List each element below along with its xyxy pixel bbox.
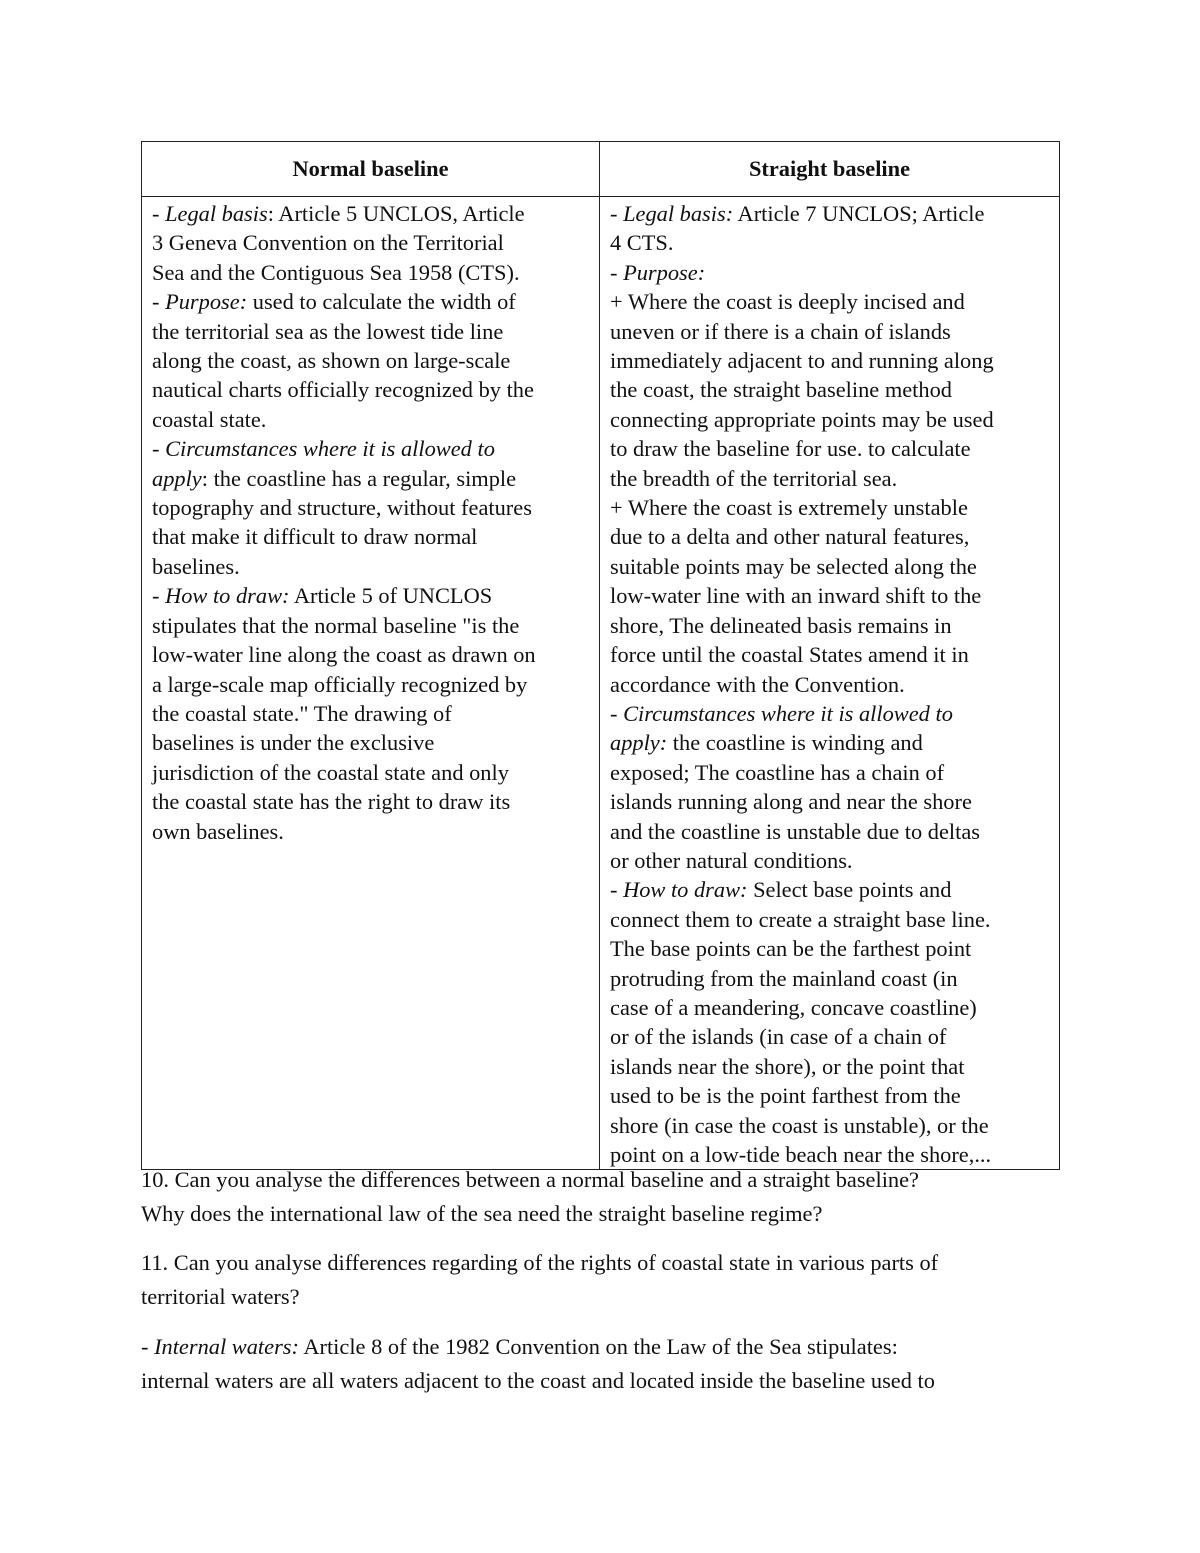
text-run: the coastal state." The drawing of xyxy=(152,700,452,726)
cell-text-line xyxy=(610,1022,1053,1051)
text-run: Article 5 of UNCLOS xyxy=(289,583,493,609)
header-normal-baseline: Normal baseline xyxy=(142,142,600,197)
internal-waters-paragraph xyxy=(141,1330,1071,1398)
cell-text-line xyxy=(610,375,1053,404)
text-run: islands near the shore), or the point that xyxy=(610,1053,965,1079)
text-run: a large-scale map officially recognized by xyxy=(152,671,528,697)
text-run: along the coast, as shown on large-scale xyxy=(152,348,511,374)
text-run: + Where the coast is deeply incised and xyxy=(610,289,965,315)
table-body-row xyxy=(142,197,1060,1170)
text-run: suitable points may be selected along the xyxy=(610,553,977,579)
baseline-comparison-table xyxy=(141,141,1060,1170)
cell-text-line xyxy=(610,493,1053,522)
question-10 xyxy=(141,1163,1071,1231)
cell-text-line xyxy=(610,1111,1053,1140)
text-run: 4 CTS. xyxy=(610,230,674,256)
text-run: jurisdiction of the coastal state and only xyxy=(152,759,509,785)
cell-text-line xyxy=(610,317,1053,346)
text-run: - xyxy=(610,700,624,726)
cell-text-line xyxy=(610,993,1053,1022)
cell-text-line xyxy=(610,1052,1053,1081)
text-run: baselines. xyxy=(152,553,240,579)
cell-text-line xyxy=(610,434,1053,463)
text-run: the territorial sea as the lowest tide line xyxy=(152,318,504,344)
question-11-line-2: territorial waters? xyxy=(141,1284,300,1309)
normal-baseline-cell xyxy=(142,197,600,1170)
cell-text-line xyxy=(610,228,1053,257)
text-run: coastal state. xyxy=(152,406,267,432)
text-run: : Article 5 UNCLOS, Article xyxy=(267,201,525,226)
text-run: case of a meandering, concave coastline) xyxy=(610,994,977,1020)
cell-text-line xyxy=(152,434,593,463)
cell-text-line xyxy=(610,670,1053,699)
text-run: low-water line with an inward shift to the xyxy=(610,583,982,609)
cell-text-line xyxy=(610,346,1053,375)
cell-text-line xyxy=(152,464,593,493)
text-run: 3 Geneva Convention on the Territorial xyxy=(152,230,504,256)
text-run: due to a delta and other natural features, xyxy=(610,524,970,550)
internal-waters-line-2: internal waters are all waters adjacent to the coast and located inside the baseline used to xyxy=(141,1368,935,1393)
text-run: nautical charts officially recognized by the xyxy=(152,377,534,403)
text-run: : the coastline has a regular, simple xyxy=(201,465,517,491)
question-10-line-2: Why does the international law of the sea need the straight baseline regime? xyxy=(141,1201,823,1226)
text-run: uneven or if there is a chain of islands xyxy=(610,318,951,344)
cell-text-line xyxy=(610,611,1053,640)
cell-text-line xyxy=(610,934,1053,963)
cell-text-line xyxy=(152,728,593,757)
cell-text-line xyxy=(152,493,593,522)
cell-text-line xyxy=(610,1081,1053,1110)
italic-run: apply xyxy=(152,465,202,491)
text-run: islands running along and near the shore xyxy=(610,789,972,815)
text-run: baselines is under the exclusive xyxy=(152,730,435,756)
text-run: to draw the baseline for use. to calculate xyxy=(610,436,971,462)
italic-run: Legal basis: xyxy=(623,201,734,226)
text-run: connecting appropriate points may be used xyxy=(610,406,994,432)
text-run: Select base points and xyxy=(747,877,952,903)
straight-baseline-cell xyxy=(600,197,1060,1170)
cell-text-line xyxy=(610,287,1053,316)
text-run: protruding from the mainland coast (in xyxy=(610,965,958,991)
cell-text-line xyxy=(610,464,1053,493)
cell-text-line xyxy=(610,787,1053,816)
text-run: - xyxy=(152,436,166,462)
text-run: used to calculate the width of xyxy=(247,289,516,315)
cell-text-line xyxy=(152,405,593,434)
text-run: - xyxy=(152,583,166,609)
question-11 xyxy=(141,1246,1071,1314)
italic-run: How to draw: xyxy=(623,877,748,903)
italic-run: How to draw: xyxy=(165,583,290,609)
text-run: the coast, the straight baseline method xyxy=(610,377,952,403)
text-run: that make it difficult to draw normal xyxy=(152,524,478,550)
text-run: own baselines. xyxy=(152,818,284,844)
text-run: or other natural conditions. xyxy=(610,847,853,873)
header-straight-baseline: Straight baseline xyxy=(600,142,1060,197)
text-run: force until the coastal States amend it in xyxy=(610,642,969,668)
cell-text-line xyxy=(610,846,1053,875)
cell-text-line xyxy=(152,317,593,346)
cell-text-line xyxy=(610,728,1053,757)
cell-text-line xyxy=(610,964,1053,993)
cell-text-line xyxy=(152,640,593,669)
text-run: immediately adjacent to and running along xyxy=(610,348,994,374)
text-run: Article 7 UNCLOS; Article xyxy=(733,201,985,226)
cell-text-line xyxy=(610,581,1053,610)
italic-run: Circumstances where it is allowed to xyxy=(623,700,953,726)
cell-text-line xyxy=(152,787,593,816)
cell-text-line xyxy=(152,699,593,728)
text-run: used to be is the point farthest from the xyxy=(610,1083,961,1109)
text-run: stipulates that the normal baseline "is the xyxy=(152,612,520,638)
italic-run: Internal waters: xyxy=(154,1334,299,1359)
cell-text-line xyxy=(610,699,1053,728)
text-run: Sea and the Contiguous Sea 1958 (CTS). xyxy=(152,259,520,285)
cell-text-line xyxy=(152,199,593,228)
italic-run: apply: xyxy=(610,730,668,756)
question-11-line-1: 11. Can you analyse differences regarding of the rights of coastal state in various parts of xyxy=(141,1250,939,1275)
cell-text-line xyxy=(152,552,593,581)
text-run: and the coastline is unstable due to deltas xyxy=(610,818,980,844)
cell-text-line xyxy=(610,258,1053,287)
text-run: - xyxy=(610,877,624,903)
italic-run: Legal basis xyxy=(165,201,268,226)
text-run: low-water line along the coast as drawn on xyxy=(152,642,536,668)
cell-text-line xyxy=(152,375,593,404)
cell-text-line xyxy=(152,581,593,610)
text-run: Article 8 of the 1982 Convention on the Law of the Sea stipulates: xyxy=(298,1334,898,1359)
table-header-row xyxy=(142,142,1060,197)
text-run: + Where the coast is extremely unstable xyxy=(610,495,968,521)
text-run: The base points can be the farthest point xyxy=(610,936,972,962)
cell-text-line xyxy=(610,522,1053,551)
text-run: accordance with the Convention. xyxy=(610,671,905,697)
text-run: shore (in case the coast is unstable), or the xyxy=(610,1112,989,1138)
cell-text-line xyxy=(610,817,1053,846)
cell-text-line xyxy=(152,258,593,287)
italic-run: Circumstances where it is allowed to xyxy=(165,436,495,462)
text-run: - xyxy=(152,289,166,315)
cell-text-line xyxy=(610,875,1053,904)
text-run: shore, The delineated basis remains in xyxy=(610,612,952,638)
text-run: connect them to create a straight base line. xyxy=(610,906,991,932)
cell-text-line xyxy=(152,817,593,846)
cell-text-line xyxy=(610,405,1053,434)
cell-text-line xyxy=(152,228,593,257)
cell-text-line xyxy=(610,758,1053,787)
cell-text-line xyxy=(152,611,593,640)
text-run: the breadth of the territorial sea. xyxy=(610,465,898,491)
cell-text-line xyxy=(610,640,1053,669)
cell-text-line xyxy=(152,758,593,787)
question-10-line-1: 10. Can you analyse the differences between a normal baseline and a straight baseline? xyxy=(141,1167,919,1192)
cell-text-line xyxy=(152,346,593,375)
cell-text-line xyxy=(610,552,1053,581)
cell-text-line xyxy=(610,905,1053,934)
cell-text-line xyxy=(610,199,1053,228)
text-run: - xyxy=(152,201,166,226)
text-run: the coastal state has the right to draw its xyxy=(152,789,511,815)
cell-text-line xyxy=(152,287,593,316)
text-run: topography and structure, without features xyxy=(152,495,532,521)
text-run: - xyxy=(610,201,624,226)
text-run: exposed; The coastline has a chain of xyxy=(610,759,945,785)
text-run: - xyxy=(610,259,624,285)
italic-run: Purpose: xyxy=(623,259,706,285)
text-run: - xyxy=(141,1334,155,1359)
italic-run: Purpose: xyxy=(165,289,248,315)
text-run: the coastline is winding and xyxy=(667,730,923,756)
text-run: or of the islands (in case of a chain of xyxy=(610,1024,947,1050)
text-run: point on a low-tide beach near the shore,... xyxy=(610,1142,992,1167)
internal-waters-line-1 xyxy=(141,1330,1071,1364)
cell-text-line xyxy=(152,522,593,551)
cell-text-line xyxy=(152,670,593,699)
